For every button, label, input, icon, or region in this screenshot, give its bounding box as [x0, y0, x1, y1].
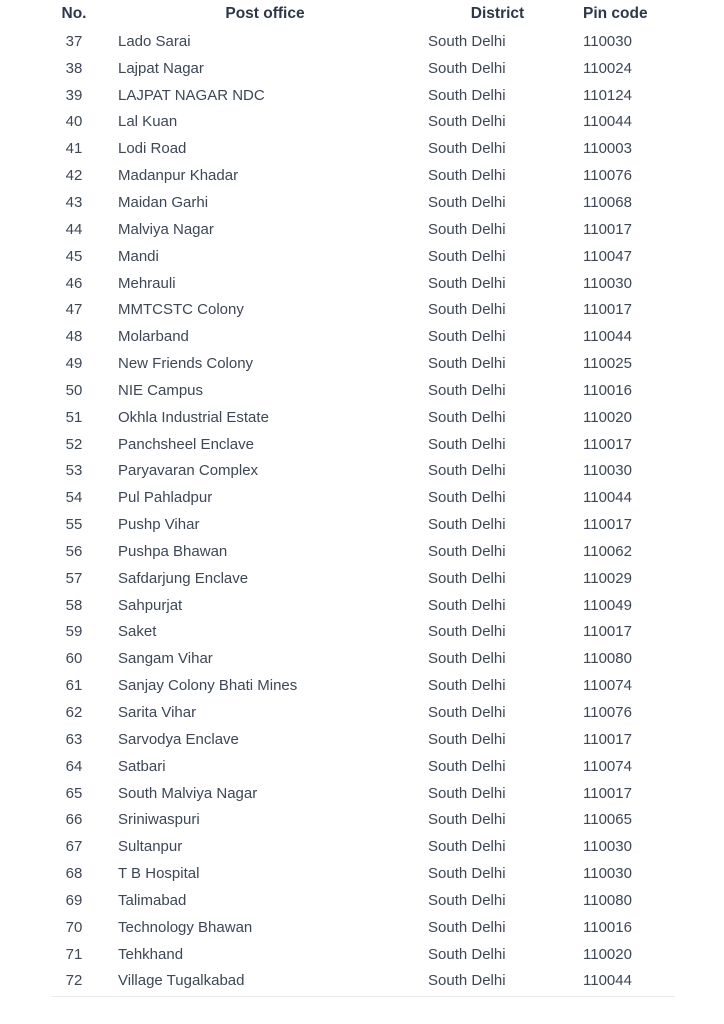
cell-post-office: Lodi Road — [118, 140, 187, 158]
cell-post-office: Mehrauli — [118, 274, 176, 292]
cell-district: South Delhi — [428, 945, 506, 963]
cell-district: South Delhi — [428, 167, 506, 185]
cell-pin-code: 110068 — [583, 193, 632, 211]
cell-no: 37 — [65, 32, 83, 50]
table-row — [38, 377, 687, 404]
cell-district: South Delhi — [428, 328, 506, 346]
cell-post-office: Paryavaran Complex — [118, 462, 259, 480]
table-row — [38, 619, 687, 646]
cell-district: South Delhi — [428, 301, 506, 319]
cell-district: South Delhi — [428, 730, 506, 748]
table-row — [38, 941, 687, 968]
cell-post-office: New Friends Colony — [118, 355, 254, 373]
cell-post-office: Lado Sarai — [118, 32, 191, 50]
cell-pin-code: 110017 — [583, 784, 632, 802]
cell-district: South Delhi — [428, 811, 506, 829]
table-row — [38, 538, 687, 565]
cell-district: South Delhi — [428, 435, 506, 453]
cell-no: 71 — [65, 945, 83, 963]
cell-pin-code: 110080 — [583, 650, 632, 668]
cell-no: 62 — [65, 704, 83, 722]
table-row — [38, 726, 687, 753]
cell-no: 47 — [65, 301, 83, 319]
table-bottom-border — [52, 996, 675, 997]
cell-post-office: South Malviya Nagar — [118, 784, 258, 802]
cell-district: South Delhi — [428, 650, 506, 668]
cell-post-office: Sriniwaspuri — [118, 811, 200, 829]
table-row — [38, 592, 687, 619]
cell-pin-code: 110044 — [583, 972, 632, 990]
cell-pin-code: 110017 — [583, 220, 632, 238]
cell-district: South Delhi — [428, 623, 506, 641]
cell-district: South Delhi — [428, 408, 506, 426]
cell-post-office: Technology Bhawan — [118, 918, 253, 936]
cell-district: South Delhi — [428, 32, 506, 50]
cell-pin-code: 110062 — [583, 542, 632, 560]
cell-district: South Delhi — [428, 972, 506, 990]
cell-pin-code: 110124 — [583, 86, 632, 104]
table-row — [38, 323, 687, 350]
table-row — [38, 162, 687, 189]
cell-district: South Delhi — [428, 596, 506, 614]
cell-post-office: Mandi — [118, 247, 159, 265]
cell-post-office: Satbari — [118, 757, 166, 775]
table-row — [38, 270, 687, 297]
cell-district: South Delhi — [428, 542, 506, 560]
table-row — [38, 780, 687, 807]
cell-district: South Delhi — [428, 355, 506, 373]
table-row — [38, 82, 687, 109]
cell-no: 46 — [65, 274, 83, 292]
cell-district: South Delhi — [428, 838, 506, 856]
cell-no: 51 — [65, 408, 83, 426]
cell-no: 69 — [65, 891, 83, 909]
cell-no: 38 — [65, 59, 83, 77]
cell-pin-code: 110074 — [583, 757, 632, 775]
cell-post-office: Lal Kuan — [118, 113, 178, 131]
cell-no: 54 — [65, 489, 83, 507]
cell-no: 67 — [65, 838, 83, 856]
cell-district: South Delhi — [428, 489, 506, 507]
cell-post-office: Sahpurjat — [118, 596, 183, 614]
cell-district: South Delhi — [428, 516, 506, 534]
cell-no: 63 — [65, 730, 83, 748]
cell-pin-code: 110076 — [583, 167, 632, 185]
cell-no: 55 — [65, 516, 83, 534]
cell-post-office: MMTCSTC Colony — [118, 301, 244, 319]
cell-no: 58 — [65, 596, 83, 614]
cell-no: 40 — [65, 113, 83, 131]
cell-district: South Delhi — [428, 569, 506, 587]
cell-post-office: LAJPAT NAGAR NDC — [118, 86, 265, 104]
cell-post-office: Pushpa Bhawan — [118, 542, 228, 560]
table-row — [38, 833, 687, 860]
cell-pin-code: 110044 — [583, 489, 632, 507]
cell-no: 45 — [65, 247, 83, 265]
cell-district: South Delhi — [428, 462, 506, 480]
cell-district: South Delhi — [428, 865, 506, 883]
table-row — [38, 645, 687, 672]
table-row — [38, 699, 687, 726]
cell-post-office: Sangam Vihar — [118, 650, 213, 668]
cell-district: South Delhi — [428, 113, 506, 131]
cell-post-office: Talimabad — [118, 891, 187, 909]
cell-pin-code: 110030 — [583, 838, 632, 856]
cell-district: South Delhi — [428, 891, 506, 909]
cell-no: 65 — [65, 784, 83, 802]
cell-no: 50 — [65, 381, 83, 399]
cell-no: 49 — [65, 355, 83, 373]
cell-pin-code: 110016 — [583, 918, 632, 936]
cell-no: 64 — [65, 757, 83, 775]
cell-post-office: T B Hospital — [118, 865, 200, 883]
cell-pin-code: 110017 — [583, 435, 632, 453]
table-row — [38, 565, 687, 592]
table-row — [38, 189, 687, 216]
table-row — [38, 28, 687, 55]
cell-no: 44 — [65, 220, 83, 238]
table-row — [38, 350, 687, 377]
cell-no: 60 — [65, 650, 83, 668]
column-header-post-office: Post office — [225, 5, 305, 22]
cell-district: South Delhi — [428, 140, 506, 158]
cell-district: South Delhi — [428, 274, 506, 292]
cell-no: 68 — [65, 865, 83, 883]
cell-post-office: Saket — [118, 623, 157, 641]
table-row — [38, 672, 687, 699]
cell-no: 61 — [65, 677, 83, 695]
table-row — [38, 243, 687, 270]
cell-pin-code: 110076 — [583, 704, 632, 722]
cell-pin-code: 110030 — [583, 865, 632, 883]
cell-pin-code: 110030 — [583, 462, 632, 480]
table-row — [38, 484, 687, 511]
cell-pin-code: 110047 — [583, 247, 632, 265]
table-row — [38, 109, 687, 136]
cell-district: South Delhi — [428, 193, 506, 211]
table-row — [38, 404, 687, 431]
cell-post-office: Sarvodya Enclave — [118, 730, 239, 748]
cell-no: 52 — [65, 435, 83, 453]
cell-no: 42 — [65, 167, 83, 185]
cell-no: 53 — [65, 462, 83, 480]
cell-pin-code: 110025 — [583, 355, 632, 373]
cell-post-office: Village Tugalkabad — [118, 972, 245, 990]
cell-pin-code: 110044 — [583, 113, 632, 131]
cell-district: South Delhi — [428, 757, 506, 775]
cell-pin-code: 110017 — [583, 516, 632, 534]
cell-pin-code: 110030 — [583, 274, 632, 292]
cell-pin-code: 110065 — [583, 811, 632, 829]
cell-district: South Delhi — [428, 247, 506, 265]
cell-pin-code: 110016 — [583, 381, 632, 399]
column-header-no: No. — [61, 5, 87, 22]
cell-pin-code: 110080 — [583, 891, 632, 909]
cell-post-office: Okhla Industrial Estate — [118, 408, 269, 426]
cell-post-office: Panchsheel Enclave — [118, 435, 254, 453]
table-row — [38, 968, 687, 995]
cell-district: South Delhi — [428, 704, 506, 722]
cell-post-office: Sultanpur — [118, 838, 183, 856]
table-row — [38, 511, 687, 538]
cell-pin-code: 110017 — [583, 301, 632, 319]
table-row — [38, 55, 687, 82]
cell-post-office: Tehkhand — [118, 945, 184, 963]
table-row — [38, 458, 687, 485]
table-row — [38, 431, 687, 458]
cell-post-office: Malviya Nagar — [118, 220, 214, 238]
cell-no: 43 — [65, 193, 83, 211]
cell-district: South Delhi — [428, 381, 506, 399]
cell-district: South Delhi — [428, 677, 506, 695]
cell-no: 57 — [65, 569, 83, 587]
table-row — [38, 806, 687, 833]
cell-post-office: Pul Pahladpur — [118, 489, 213, 507]
cell-no: 56 — [65, 542, 83, 560]
table-header-row — [38, 0, 687, 28]
cell-no: 72 — [65, 972, 83, 990]
cell-post-office: Pushp Vihar — [118, 516, 200, 534]
cell-district: South Delhi — [428, 59, 506, 77]
cell-pin-code: 110030 — [583, 32, 632, 50]
table-row — [38, 860, 687, 887]
cell-post-office: NIE Campus — [118, 381, 204, 399]
cell-pin-code: 110020 — [583, 408, 632, 426]
table-body — [38, 28, 687, 994]
cell-no: 70 — [65, 918, 83, 936]
cell-no: 48 — [65, 328, 83, 346]
cell-district: South Delhi — [428, 86, 506, 104]
table-row — [38, 135, 687, 162]
cell-post-office: Molarband — [118, 328, 189, 346]
cell-post-office: Lajpat Nagar — [118, 59, 204, 77]
cell-no: 66 — [65, 811, 83, 829]
cell-no: 41 — [65, 140, 83, 158]
table-row — [38, 753, 687, 780]
cell-post-office: Sanjay Colony Bhati Mines — [118, 677, 298, 695]
table-row — [38, 914, 687, 941]
cell-pin-code: 110003 — [583, 140, 632, 158]
cell-district: South Delhi — [428, 220, 506, 238]
cell-pin-code: 110029 — [583, 569, 632, 587]
cell-pin-code: 110044 — [583, 328, 632, 346]
table-row — [38, 887, 687, 914]
column-header-district: District — [470, 5, 525, 22]
cell-post-office: Madanpur Khadar — [118, 167, 239, 185]
cell-no: 59 — [65, 623, 83, 641]
cell-pin-code: 110074 — [583, 677, 632, 695]
cell-pin-code: 110017 — [583, 730, 632, 748]
cell-pin-code: 110020 — [583, 945, 632, 963]
cell-no: 39 — [65, 86, 83, 104]
column-header-pin-code: Pin code — [583, 5, 648, 22]
cell-pin-code: 110024 — [583, 59, 632, 77]
cell-post-office: Sarita Vihar — [118, 704, 197, 722]
cell-post-office: Maidan Garhi — [118, 193, 209, 211]
cell-pin-code: 110017 — [583, 623, 632, 641]
table-row — [38, 296, 687, 323]
table-row — [38, 216, 687, 243]
cell-district: South Delhi — [428, 918, 506, 936]
cell-pin-code: 110049 — [583, 596, 632, 614]
cell-district: South Delhi — [428, 784, 506, 802]
cell-post-office: Safdarjung Enclave — [118, 569, 249, 587]
